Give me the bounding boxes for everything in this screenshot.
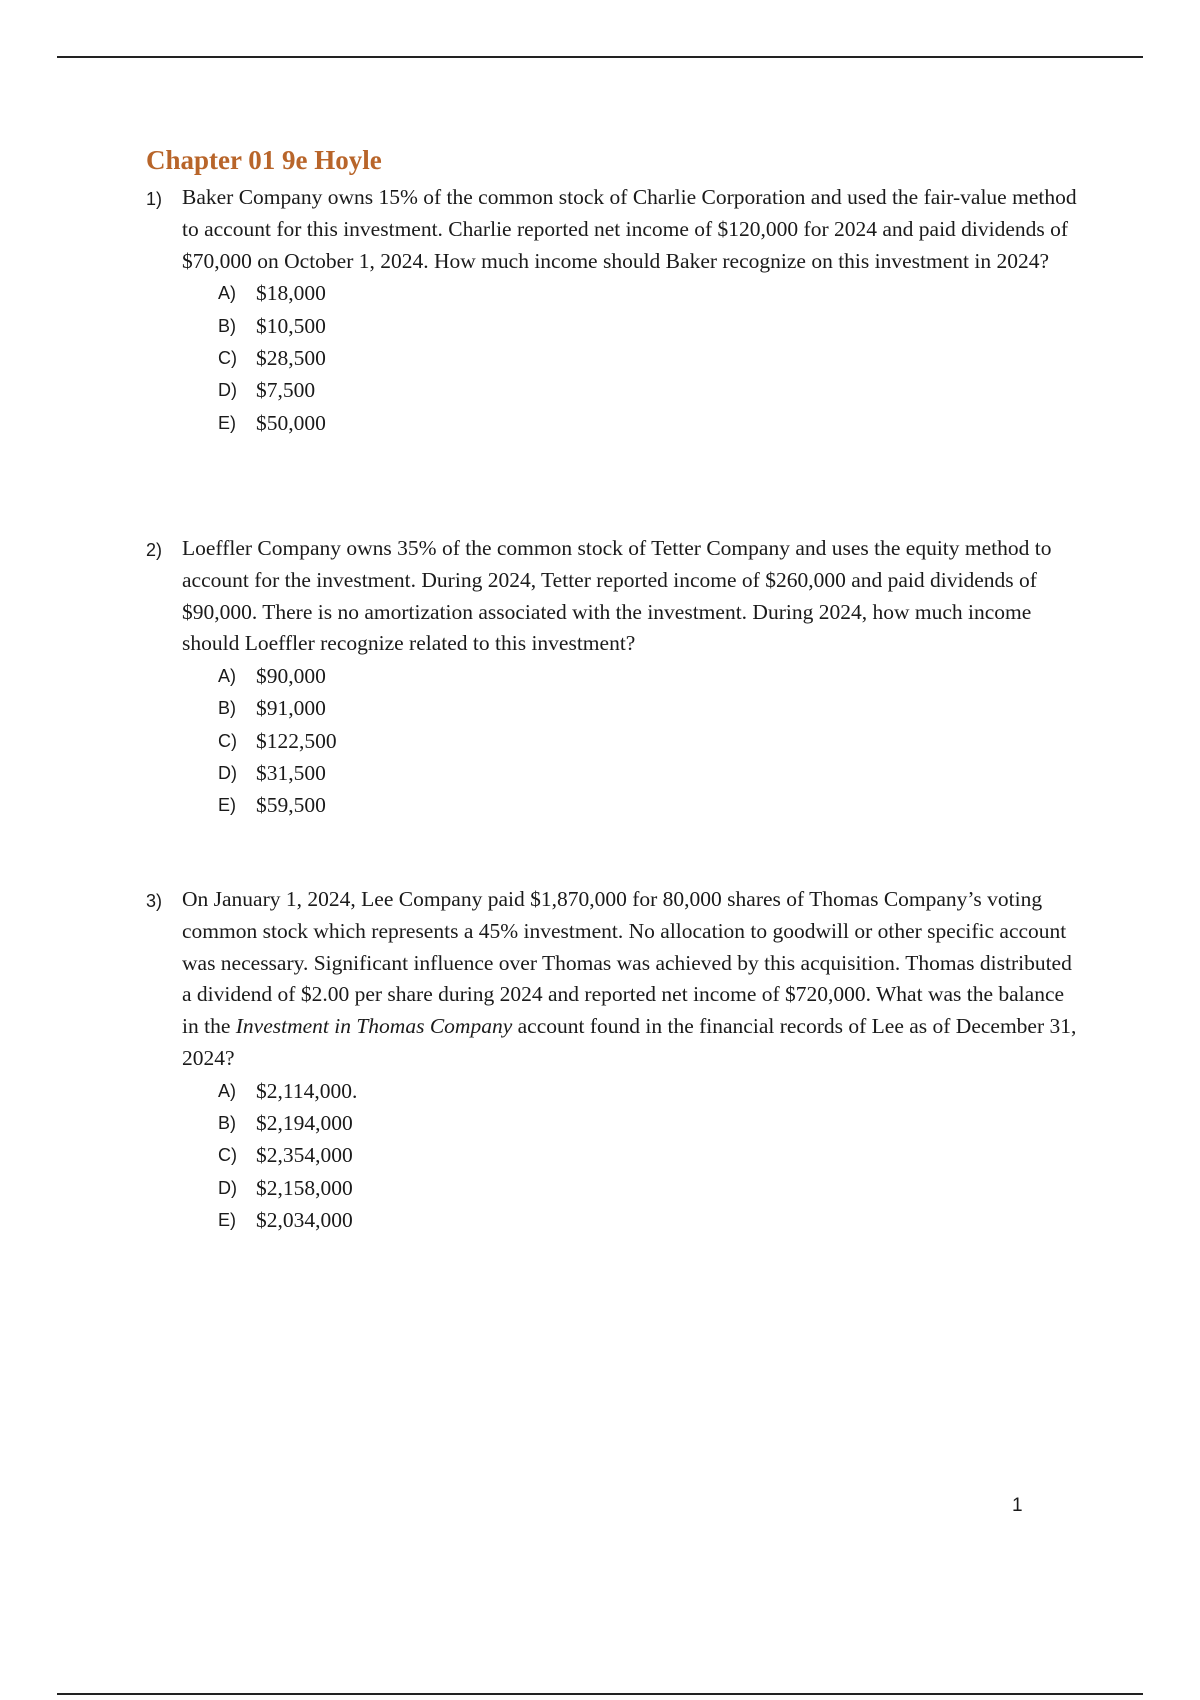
- option-text: $122,500: [256, 728, 337, 753]
- answer-options: [146, 1075, 1086, 1236]
- answer-option-c: [218, 725, 1086, 757]
- answer-option-e: [218, 1204, 1086, 1236]
- question-number: 3): [146, 891, 163, 911]
- account-name: Investment in Thomas Company: [235, 1014, 513, 1039]
- option-text: $91,000: [256, 696, 326, 721]
- option-text: $2,354,000: [256, 1143, 353, 1168]
- option-text: $50,000: [256, 410, 326, 435]
- option-letter: E): [218, 1209, 236, 1230]
- option-text: $59,500: [256, 793, 326, 818]
- chapter-title: Chapter 01 9e Hoyle: [146, 145, 382, 175]
- header-rule: [57, 56, 1143, 58]
- answer-option-b: [218, 1107, 1086, 1139]
- option-letter: D): [218, 1177, 237, 1198]
- option-letter: D): [218, 380, 237, 401]
- question-text: [182, 884, 1086, 1075]
- option-letter: E): [218, 412, 236, 433]
- question-text: Baker Company owns 15% of the common stock of Charlie Corporation and used the fair-value method to account for this investment. Charlie reported net income of $120,000 for 2024 and paid dividends of $70,000 on October 1, 2024. How much income should Baker recognize on this investment in 2024?: [182, 185, 1077, 273]
- option-letter: E): [218, 795, 236, 816]
- question-1: [146, 182, 1086, 439]
- answer-option-e: [218, 789, 1086, 821]
- option-letter: A): [218, 666, 236, 687]
- question-number: 1): [146, 189, 163, 209]
- option-letter: B): [218, 1113, 236, 1134]
- answer-option-a: [218, 660, 1086, 692]
- option-letter: B): [218, 315, 236, 336]
- option-letter: A): [218, 1080, 236, 1101]
- question-number: 2): [146, 540, 163, 560]
- answer-option-d: [218, 757, 1086, 789]
- answer-option-c: [218, 1139, 1086, 1171]
- answer-options: [146, 660, 1086, 821]
- option-letter: A): [218, 283, 236, 304]
- question-3: [146, 884, 1086, 1236]
- option-text: $31,500: [256, 761, 326, 786]
- option-text: $2,158,000: [256, 1175, 353, 1200]
- question-text-part: On January 1, 2024, Lee Company paid $1,870,000 for 80,000 shares of Thomas Company’s voting common stock which represents a 45% investment. No allocation to goodwill or other specific account was necessary. Significant influence over Thomas was achieved by this acquisition. Thomas distributed a dividend of $2.00 per share during 2024 and reported net income of $720,000. What was the balance in the: [182, 887, 1072, 1039]
- option-text: $18,000: [256, 281, 326, 306]
- answer-option-a: [218, 277, 1086, 309]
- answer-options: [146, 277, 1086, 438]
- page-number: 1: [1012, 1495, 1023, 1516]
- answer-option-c: [218, 342, 1086, 374]
- option-letter: C): [218, 1145, 237, 1166]
- answer-option-e: [218, 407, 1086, 439]
- answer-option-d: [218, 374, 1086, 406]
- option-text: $2,114,000.: [256, 1078, 358, 1103]
- option-text: $90,000: [256, 664, 326, 689]
- answer-option-b: [218, 692, 1086, 724]
- option-text: $7,500: [256, 378, 316, 403]
- footer-rule: [57, 1693, 1143, 1695]
- question-2: [146, 533, 1086, 822]
- answer-option-a: [218, 1075, 1086, 1107]
- option-text: $2,034,000: [256, 1207, 353, 1232]
- question-text-part: account found in the financial records of Lee as of December 31, 2024?: [182, 1014, 1077, 1070]
- option-letter: B): [218, 698, 236, 719]
- option-text: $28,500: [256, 345, 326, 370]
- option-letter: C): [218, 347, 237, 368]
- option-text: $10,500: [256, 313, 326, 338]
- option-letter: C): [218, 730, 237, 751]
- answer-option-d: [218, 1172, 1086, 1204]
- question-text: Loeffler Company owns 35% of the common stock of Tetter Company and uses the equity method to account for the investment. During 2024, Tetter reported income of $260,000 and paid dividends of $90,000. There is no amortization associated with the investment. During 2024, how much income should Loeffler recognize related to this investment?: [182, 536, 1052, 656]
- option-letter: D): [218, 763, 237, 784]
- option-text: $2,194,000: [256, 1111, 353, 1136]
- answer-option-b: [218, 310, 1086, 342]
